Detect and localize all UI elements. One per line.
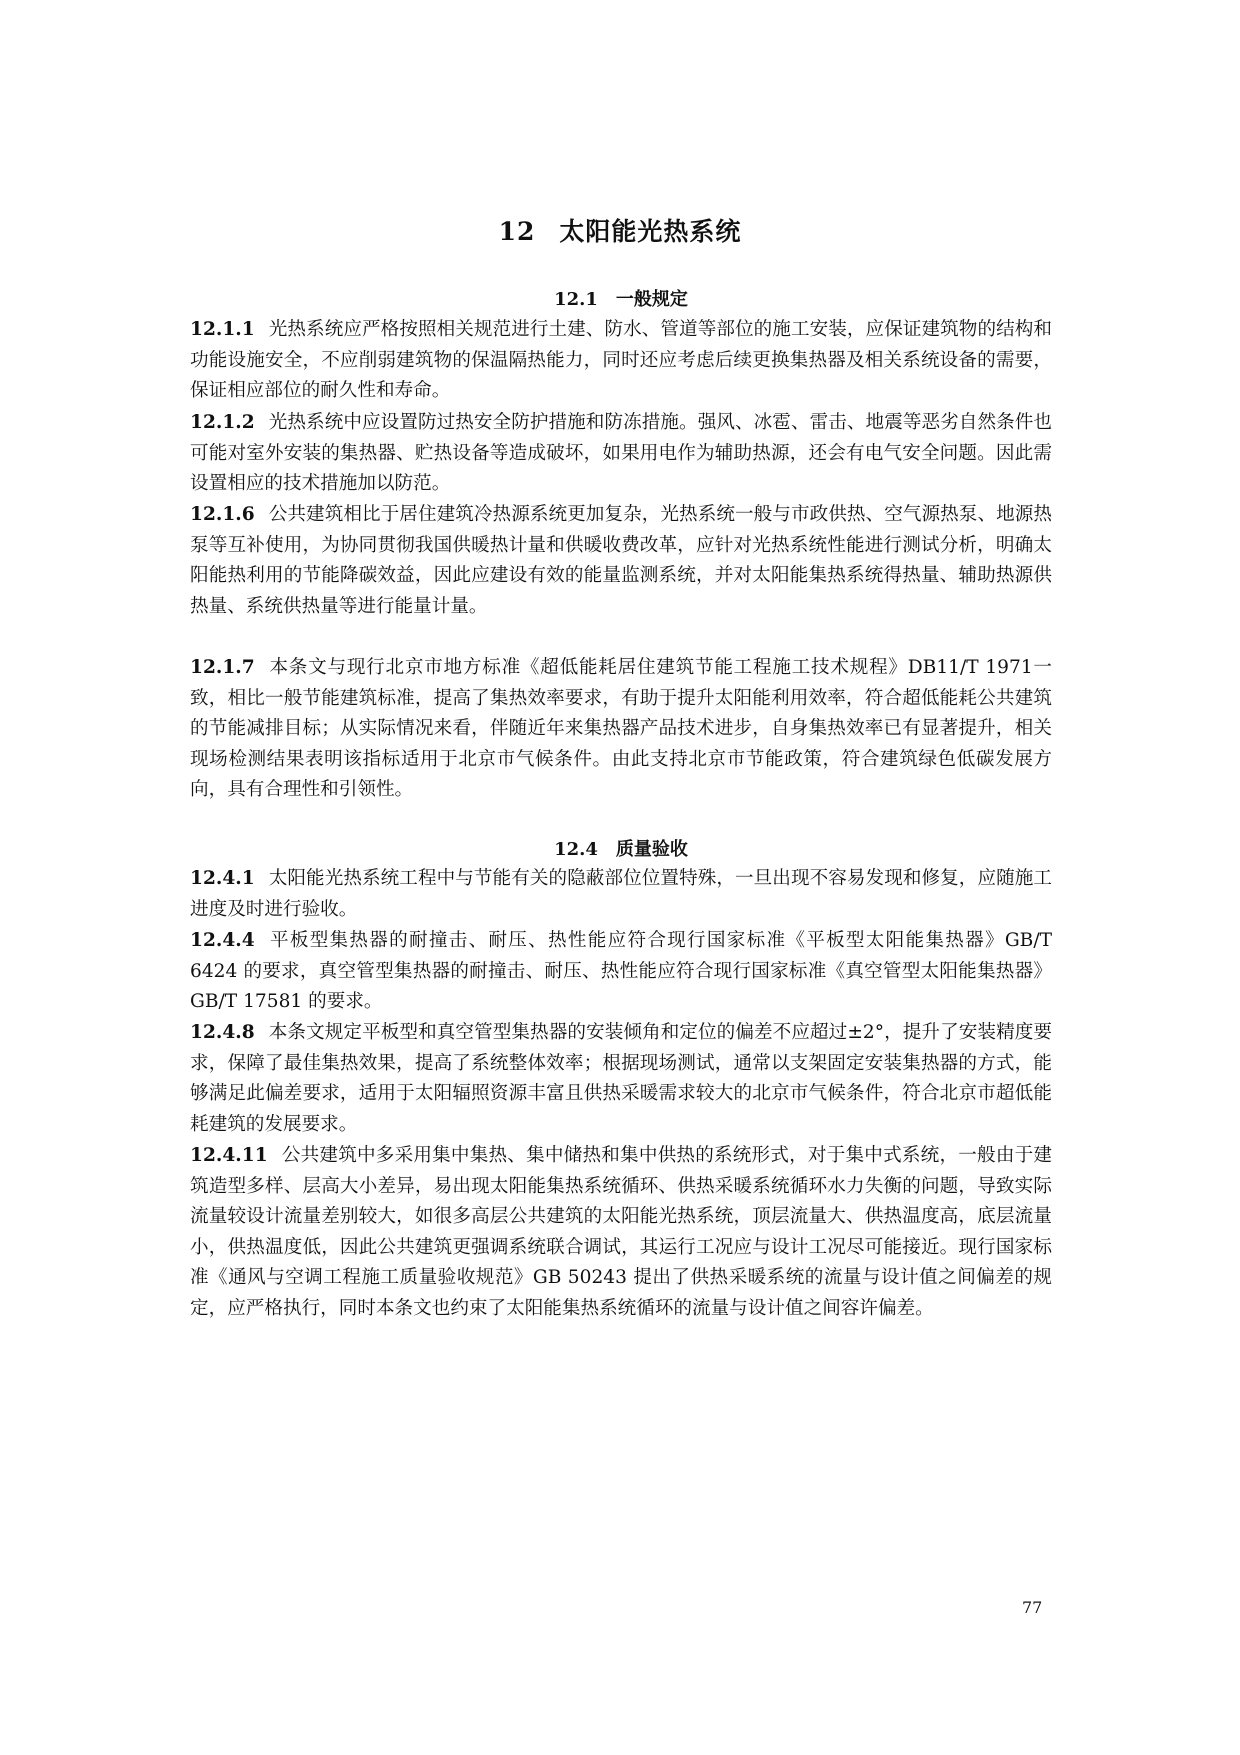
clause-12-4-1 — [190, 864, 1052, 925]
section-title-text: 质量验收 — [615, 839, 688, 860]
clause-text: 本条文与现行北京市地方标准《超低能耗居住建筑节能工程施工技术规程》DB11/T 1971一致，相比一般节能建筑标准，提高了集热效率要求，有助于提升太阳能利用效率，符合超低能耗公共建筑的节能减排目标；从实际情况来看，伴随近年来集热器产品技术进步，自身集热效率已有显著提升，相关现场检测结果表明该指标适用于北京市气候条件。由此支持北京市节能政策，符合建筑绿色低碳发展方向，具有合理性和引领性。 — [190, 657, 1052, 800]
clause-text: 光热系统应严格按照相关规范进行土建、防水、管道等部位的施工安装，应保证建筑物的结构和功能设施安全，不应削弱建筑物的保温隔热能力，同时还应考虑后续更换集热器及相关系统设备的需要，保证相应部位的耐久性和寿命。 — [190, 319, 1052, 401]
clause-number: 12.4.8 — [190, 1022, 255, 1043]
chapter-title-text: 太阳能光热系统 — [559, 217, 742, 246]
clause-number: 12.4.11 — [190, 1145, 268, 1166]
section-title-text: 一般规定 — [615, 289, 688, 310]
clause-number: 12.1.2 — [190, 412, 255, 433]
section-title — [190, 285, 1052, 311]
section-title — [190, 835, 1052, 861]
clause-number: 12.1.7 — [190, 657, 255, 678]
clause-12-1-7 — [190, 653, 1052, 806]
clause-12-1-6 — [190, 500, 1052, 622]
clause-text: 本条文规定平板型和真空管型集热器的安装倾角和定位的偏差不应超过±2°，提升了安装精度要求，保障了最佳集热效果，提高了系统整体效率；根据现场测试，通常以支架固定安装集热器的方式，能够满足此偏差要求，适用于太阳辐照资源丰富且供热采暖需求较大的北京市气候条件，符合北京市超低能耗建筑的发展要求。 — [190, 1022, 1052, 1135]
clause-number: 12.4.4 — [190, 930, 255, 951]
clause-number: 12.1.1 — [190, 319, 255, 340]
clause-number: 12.4.1 — [190, 868, 255, 889]
clause-12-1-2 — [190, 408, 1052, 500]
chapter-number: 12 — [498, 217, 536, 246]
chapter-title — [0, 212, 1240, 248]
page-number: 77 — [1022, 1598, 1043, 1617]
clause-12-4-8 — [190, 1018, 1052, 1140]
section-number: 12.1 — [554, 289, 598, 310]
clause-12-1-1 — [190, 315, 1052, 407]
clause-12-4-4 — [190, 926, 1052, 1018]
clause-text: 光热系统中应设置防过热安全防护措施和防冻措施。强风、冰雹、雷击、地震等恶劣自然条件也可能对室外安装的集热器、贮热设备等造成破坏，如果用电作为辅助热源，还会有电气安全问题。因此需设置相应的技术措施加以防范。 — [190, 412, 1052, 494]
clause-text: 公共建筑相比于居住建筑冷热源系统更加复杂，光热系统一般与市政供热、空气源热泵、地源热泵等互补使用，为协同贯彻我国供暖热计量和供暖收费改革，应针对光热系统性能进行测试分析，明确太阳能热利用的节能降碳效益，因此应建设有效的能量监测系统，并对太阳能集热系统得热量、辅助热源供热量、系统供热量等进行能量计量。 — [190, 504, 1052, 617]
clause-text: 平板型集热器的耐撞击、耐压、热性能应符合现行国家标准《平板型太阳能集热器》GB/T 6424 的要求，真空管型集热器的耐撞击、耐压、热性能应符合现行国家标准《真空管型太阳能集热器》GB/T 17581 的要求。 — [190, 930, 1052, 1012]
clause-text: 公共建筑中多采用集中集热、集中储热和集中供热的系统形式，对于集中式系统，一般由于建筑造型多样、层高大小差异，易出现太阳能集热系统循环、供热采暖系统循环水力失衡的问题，导致实际流量较设计流量差别较大，如很多高层公共建筑的太阳能光热系统，顶层流量大、供热温度高，底层流量小，供热温度低，因此公共建筑更强调系统联合调试，其运行工况应与设计工况尽可能接近。现行国家标准《通风与空调工程施工质量验收规范》GB 50243 提出了供热采暖系统的流量与设计值之间偏差的规定，应严格执行，同时本条文也约束了太阳能集热系统循环的流量与设计值之间容许偏差。 — [190, 1145, 1052, 1319]
clause-12-4-11 — [190, 1141, 1052, 1324]
clause-text: 太阳能光热系统工程中与节能有关的隐蔽部位位置特殊，一旦出现不容易发现和修复，应随施工进度及时进行验收。 — [190, 868, 1052, 920]
clause-number: 12.1.6 — [190, 504, 255, 525]
section-number: 12.4 — [554, 839, 598, 860]
